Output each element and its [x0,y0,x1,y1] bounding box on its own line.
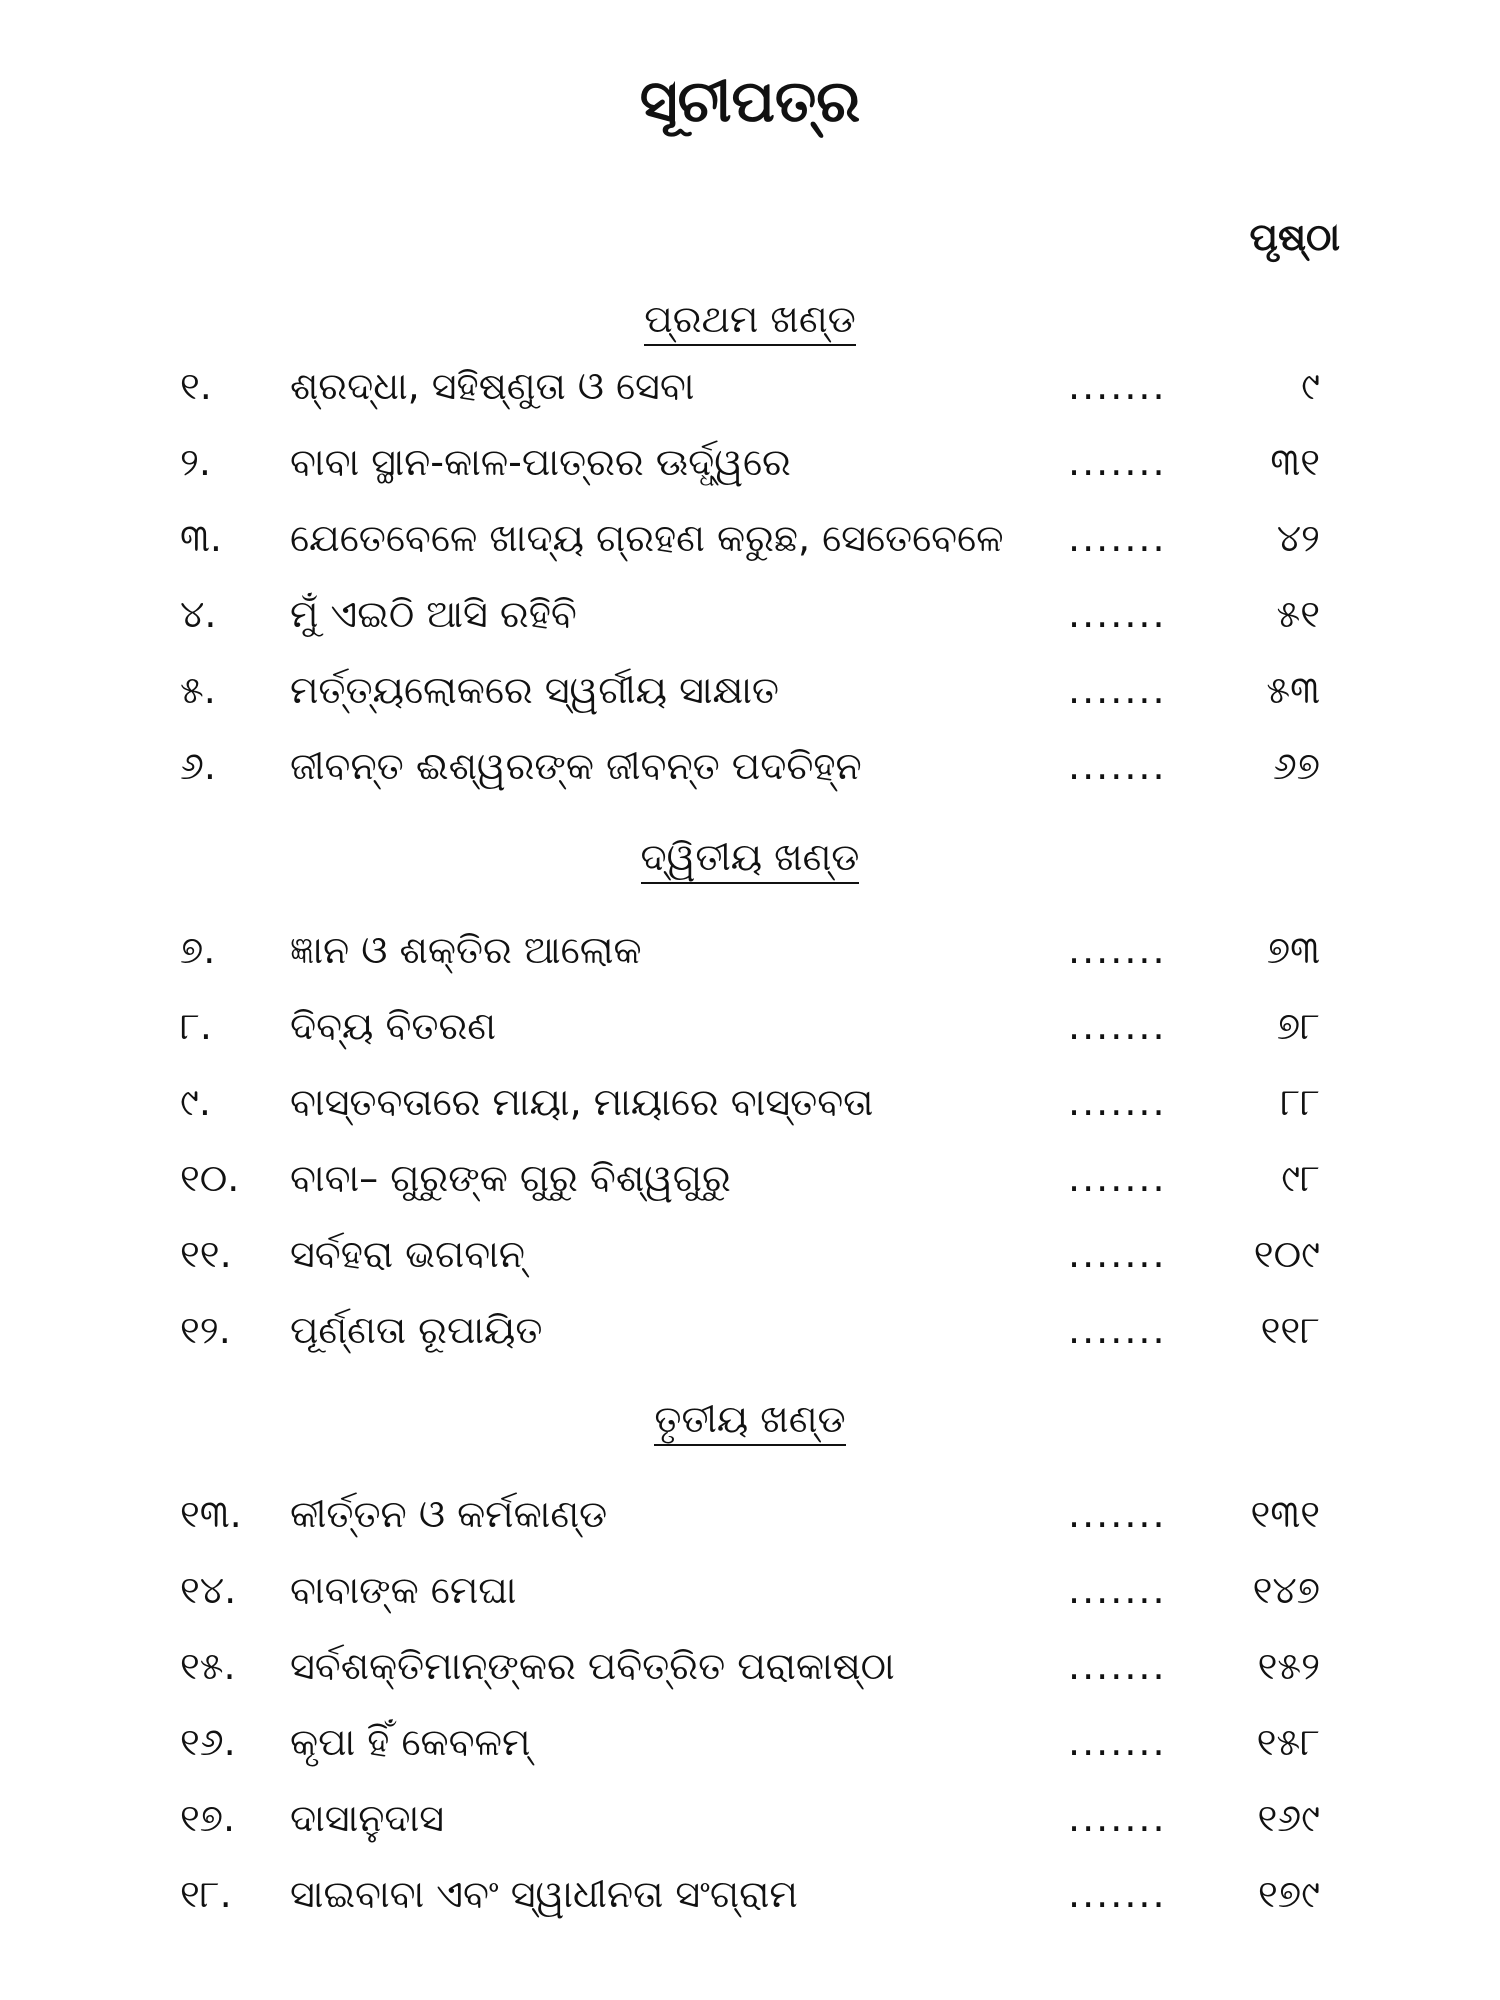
toc-entry[interactable] [0,432,1500,492]
toc-entry[interactable] [0,1864,1500,1924]
dot-leader: ....... [1068,1156,1167,1200]
entry-number: ୫. [180,668,216,712]
dot-leader: ....... [1068,440,1167,484]
dot-leader: ....... [1068,1872,1167,1916]
dot-leader: ....... [1068,1080,1167,1124]
entry-title: କୀର୍ତ୍ତନ ଓ କର୍ମକାଣ୍ଡ [290,1492,608,1536]
toc-entry[interactable] [0,660,1500,720]
toc-entry[interactable] [0,1560,1500,1620]
page-column-label: ପୃଷ୍ଠା [1249,215,1340,259]
entry-page-number: ୯ [1301,364,1320,408]
entry-title: ଦାସାନୁଦାସ [290,1796,445,1840]
entry-title: ଜୀବନ୍ତ ଈଶ୍ୱରଙ୍କ ଜୀବନ୍ତ ପଦଚିହ୍ନ [290,744,862,788]
dot-leader: ....... [1068,1308,1167,1352]
toc-entry[interactable] [0,1072,1500,1132]
page-title: ସୂଚୀପତ୍ର [639,67,861,135]
entry-number: ୧୬. [180,1720,236,1764]
dot-leader: ....... [1068,1232,1167,1276]
entry-number: ୧୭. [180,1796,236,1840]
entry-title: ସର୍ବହରା ଭଗବାନ୍ [290,1232,525,1276]
entry-number: ୮. [180,1004,212,1048]
entry-title: ବାବା ସ୍ଥାନ-କାଳ-ପାତ୍ରର ଊର୍ଦ୍ଧ୍ୱରେ [290,440,791,484]
entry-page-number: ୭୩ [1266,928,1320,972]
toc-entry[interactable] [0,508,1500,568]
dot-leader: ....... [1068,1796,1167,1840]
entry-page-number: ୧୫୮ [1256,1720,1320,1764]
entry-page-number: ୮୮ [1280,1080,1320,1124]
entry-number: ୧୨. [180,1308,231,1352]
entry-number: ୭. [180,928,216,972]
toc-entry[interactable] [0,1484,1500,1544]
entry-title: କୃପା ହିଁ କେବଳମ୍ [290,1720,531,1764]
entry-title: ସାଇବାବା ଏବଂ ସ୍ୱାଧୀନତା ସଂଗ୍ରାମ [290,1872,798,1916]
entry-number: ୨. [180,440,212,484]
entry-page-number: ୩୧ [1270,440,1320,484]
entry-page-number: ୧୫୨ [1257,1644,1320,1688]
entry-page-number: ୫୩ [1266,668,1320,712]
section-heading-label: ତୃତୀୟ ଖଣ୍ଡ [654,1400,845,1446]
dot-leader: ....... [1068,1720,1167,1764]
entry-page-number: ୯୮ [1281,1156,1320,1200]
dot-leader: ....... [1068,592,1167,636]
dot-leader: ....... [1068,1492,1167,1536]
section-heading-label: ପ୍ରଥମ ଖଣ୍ଡ [644,300,855,346]
toc-entry[interactable] [0,1636,1500,1696]
toc-entry[interactable] [0,584,1500,644]
entry-title: ପୂର୍ଣ୍ଣତା ରୂପାୟିତ [290,1308,543,1352]
toc-entry[interactable] [0,1224,1500,1284]
entry-page-number: ୬୭ [1272,744,1320,788]
dot-leader: ....... [1068,1568,1167,1612]
entry-title: ଯେତେବେଳେ ଖାଦ୍ୟ ଗ୍ରହଣ କରୁଛ, ସେତେବେଳେ [290,516,1004,560]
section-heading-1 [0,297,1500,346]
entry-number: ୧୦. [180,1156,240,1200]
entry-number: ୧୪. [180,1568,237,1612]
toc-entry[interactable] [0,1712,1500,1772]
entry-title: ଜ୍ଞାନ ଓ ଶକ୍ତିର ଆଲୋକ [290,928,642,972]
section-heading-2 [0,835,1500,884]
entry-page-number: ୧୦୯ [1253,1232,1320,1276]
entry-title: ମୁଁ ଏଇଠି ଆସି ରହିବି [290,592,577,636]
entry-number: ୧୧. [180,1232,232,1276]
dot-leader: ....... [1068,928,1167,972]
entry-page-number: ୧୬୯ [1257,1796,1320,1840]
entry-number: ୧. [180,364,212,408]
entry-page-number: ୪୨ [1276,516,1320,560]
toc-entry[interactable] [0,920,1500,980]
entry-page-number: ୧୭୯ [1258,1872,1320,1916]
dot-leader: ....... [1068,744,1167,788]
toc-entry[interactable] [0,1300,1500,1360]
toc-entry[interactable] [0,1148,1500,1208]
entry-title: ଦିବ୍ୟ ବିତରଣ [290,1004,497,1048]
entry-number: ୧୮. [180,1872,232,1916]
entry-title: ମର୍ତ୍ତ୍ୟଲୋକରେ ସ୍ୱର୍ଗୀୟ ସାକ୍ଷାତ [290,668,780,712]
section-heading-3 [0,1397,1500,1446]
dot-leader: ....... [1068,668,1167,712]
toc-entry[interactable] [0,736,1500,796]
entry-page-number: ୧୪୭ [1252,1568,1320,1612]
entry-title: ସର୍ବଶକ୍ତିମାନ୍‌ଙ୍କର ପବିତ୍ରିତ ପରାକାଷ୍ଠା [290,1644,895,1688]
entry-title: ଶ୍ରଦ୍ଧା, ସହିଷ୍ଣୁତା ଓ ସେବା [290,364,695,408]
entry-number: ୯. [180,1080,211,1124]
entry-number: ୧୩. [180,1492,242,1536]
entry-number: ୪. [180,592,217,636]
entry-page-number: ୭୮ [1276,1004,1320,1048]
toc-entry[interactable] [0,1788,1500,1848]
section-heading-label: ଦ୍ୱିତୀୟ ଖଣ୍ଡ [641,838,860,884]
entry-number: ୧୫. [180,1644,236,1688]
entry-page-number: ୧୧୮ [1260,1308,1320,1352]
dot-leader: ....... [1068,516,1167,560]
dot-leader: ....... [1068,1004,1167,1048]
entry-title: ବାବା– ଗୁରୁଙ୍କ ଗୁରୁ ବିଶ୍ୱଗୁରୁ [290,1156,731,1200]
toc-entry[interactable] [0,356,1500,416]
toc-entry[interactable] [0,996,1500,1056]
entry-page-number: ୧୩୧ [1250,1492,1320,1536]
entry-title: ବାବାଙ୍କ ମେଘା [290,1568,517,1612]
dot-leader: ....... [1068,364,1167,408]
entry-title: ବାସ୍ତବତାରେ ମାୟା, ମାୟାରେ ବାସ୍ତବତା [290,1080,874,1124]
entry-page-number: ୫୧ [1276,592,1320,636]
entry-number: ୩. [180,516,222,560]
dot-leader: ....... [1068,1644,1167,1688]
entry-number: ୬. [180,744,216,788]
